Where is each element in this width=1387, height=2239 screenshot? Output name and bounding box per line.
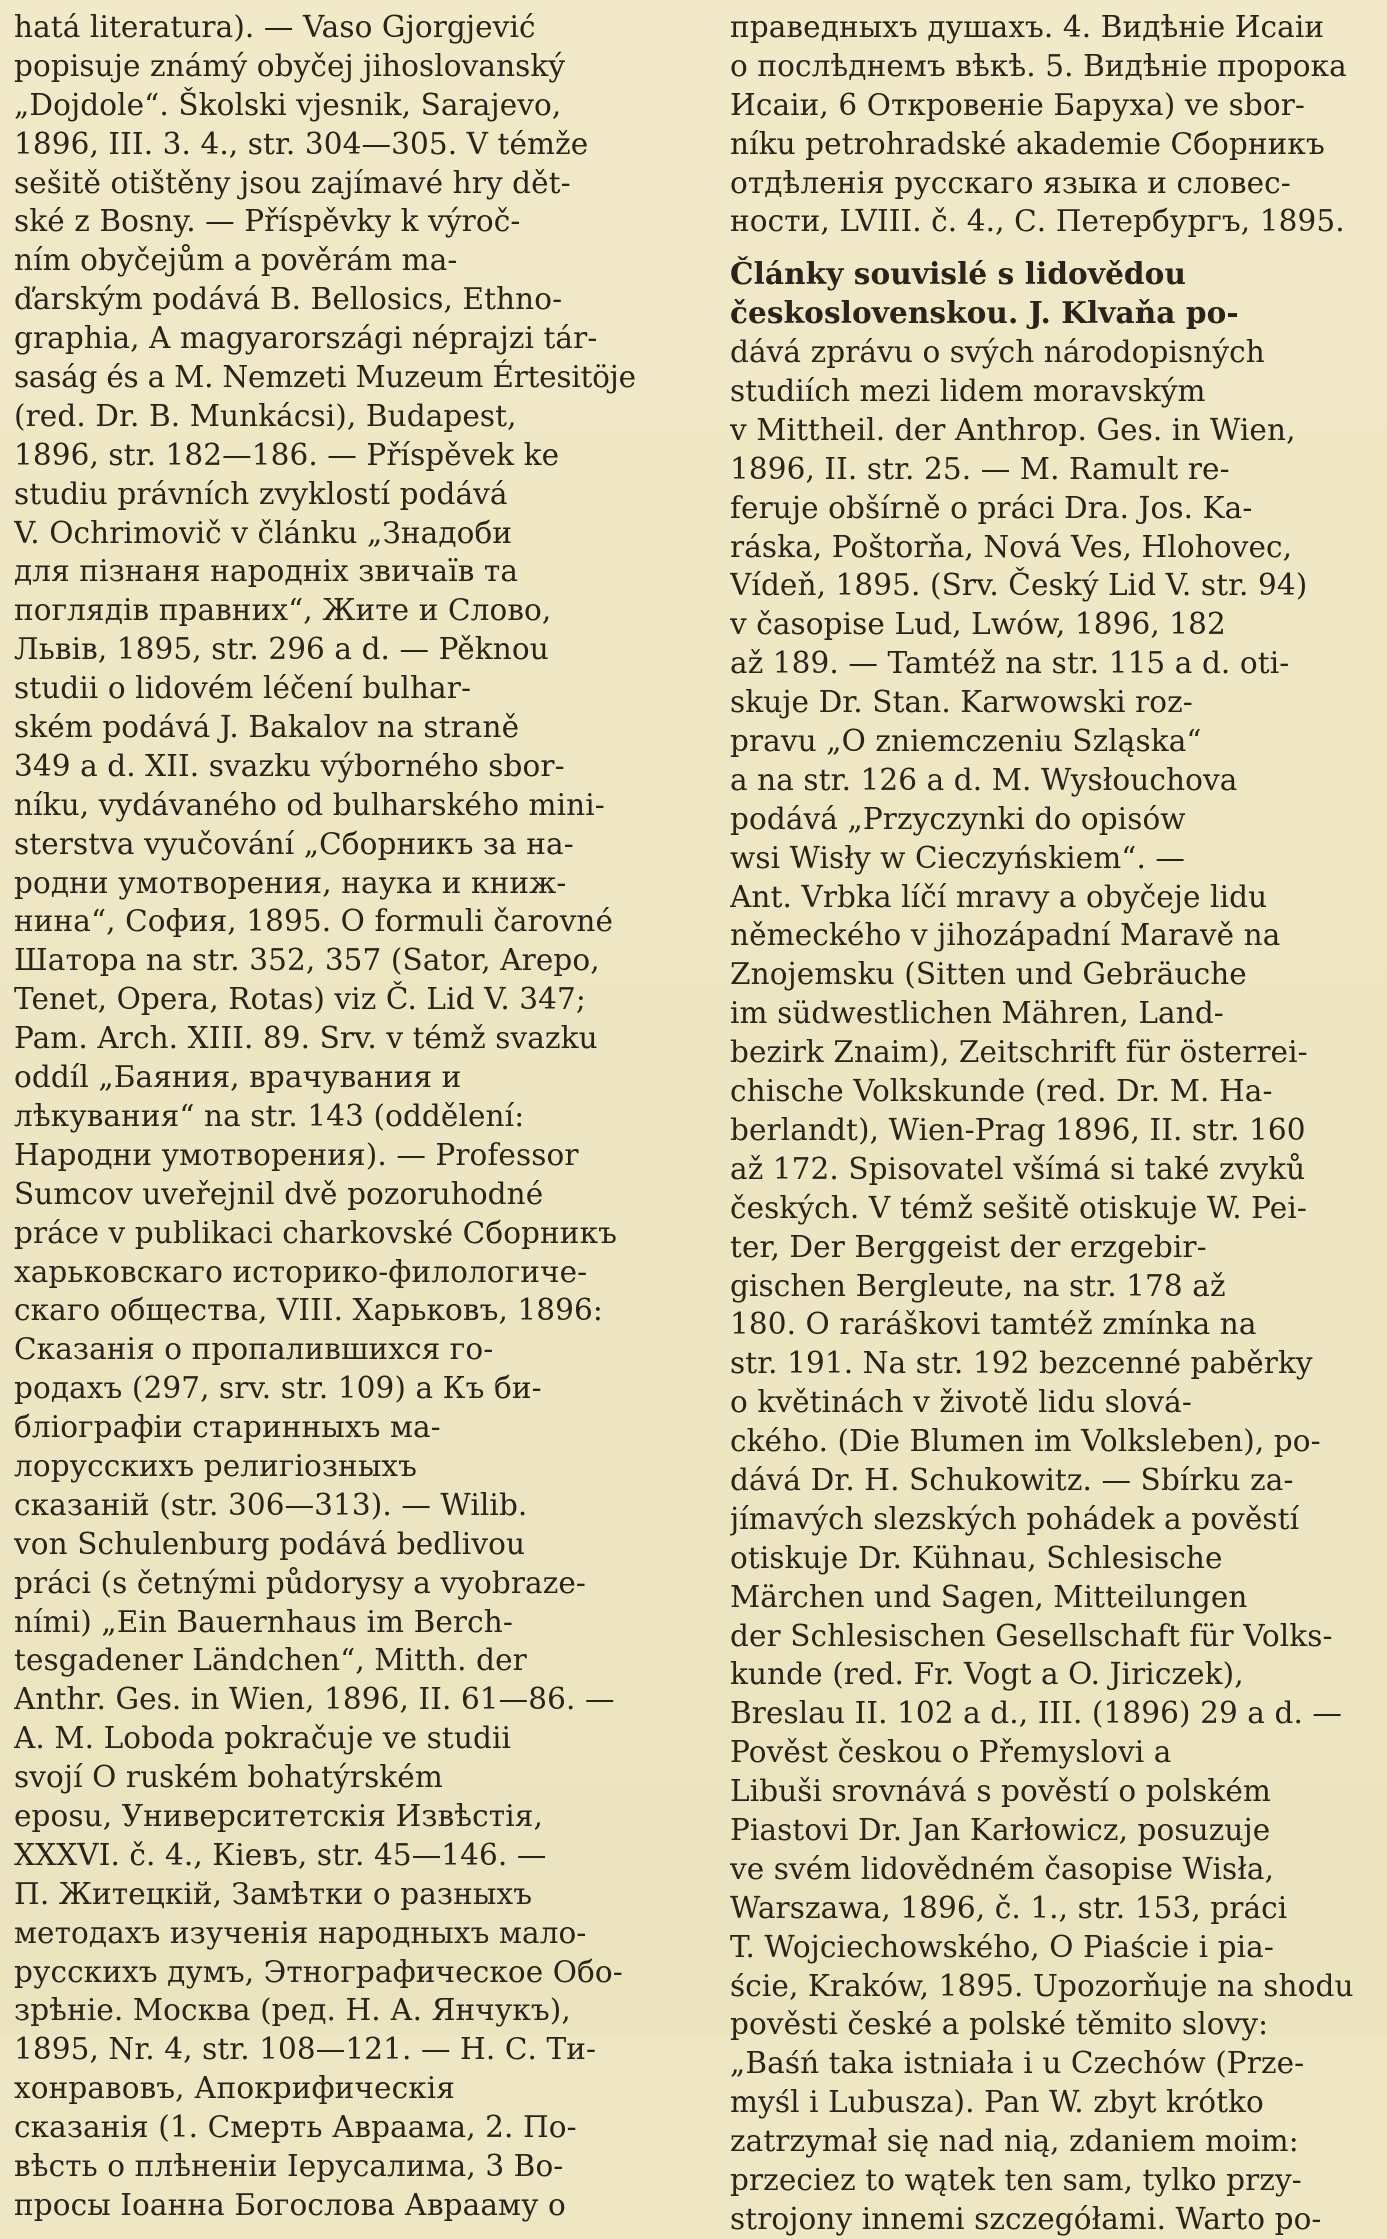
right-column-line-35: 180. O raráškovi tamtéž zmínka na	[730, 1307, 1257, 1342]
right-column-line-44: kunde (red. Fr. Vogt a O. Jiriczek),	[730, 1657, 1244, 1692]
left-column-line-21: níku, vydávaného od bulharského mini-	[14, 787, 605, 822]
right-column-line-24: Ant. Vrbka líčí mravy a obyčeje lidu	[730, 879, 1268, 914]
right-column-line-15: ráska, Poštorňa, Nová Ves, Hlohovec,	[730, 529, 1293, 564]
right-column-line-51: T. Wojciechowského, O Piaście i pia-	[730, 1929, 1274, 1964]
right-column-line-30: berlandt), Wien-Prag 1896, II. str. 160	[730, 1112, 1306, 1147]
left-column-line-24: нина“, София, 1895. O formuli čarovné	[14, 904, 614, 939]
right-column-line-48: Piastovi Dr. Jan Karłowicz, posuzuje	[730, 1812, 1271, 1847]
left-column-line-52: зрѣніе. Москва (ред. Н. А. Янчукъ),	[14, 1993, 571, 2028]
right-column-line-22: podává „Przyczynki do opisów	[730, 801, 1186, 836]
right-column-line-57: przeciez to wątek ten sam, tylko przy-	[730, 2162, 1302, 2197]
right-column-line-25: německého v jihozápadní Maravě na	[730, 918, 1281, 953]
right-column-line-39: dává Dr. H. Schukowitz. — Sbírku za-	[730, 1462, 1294, 1497]
right-column-line-36: str. 191. Na str. 192 bezcenné paběrky	[730, 1346, 1313, 1381]
right-column	[730, 8, 1360, 2239]
left-column-line-39: сказаній (str. 306—313). — Wilib.	[14, 1487, 528, 1522]
left-column-line-16: поглядів правних“, Жите и Слово,	[14, 593, 552, 628]
left-column-line-28: oddíl „Баяния, врачувания и	[14, 1060, 462, 1095]
right-column-line-55: myśl i Lubusza). Pan W. zbyt krótko	[730, 2085, 1264, 2120]
left-column-line-29: лѣкувания“ na str. 143 (oddělení:	[14, 1098, 525, 1133]
right-column-line-50: Warszawa, 1896, č. 1., str. 153, práci	[730, 1890, 1288, 1925]
right-column-line-33: ter, Der Berggeist der erzgebir-	[730, 1229, 1207, 1264]
right-column-line-20: pravu „O zniemczeniu Szląska“	[730, 724, 1202, 759]
right-column-line-46: Pověst českou o Přemyslovi a	[730, 1735, 1172, 1770]
left-column-line-40: von Schulenburg podává bedlivou	[14, 1526, 526, 1561]
right-column-line-10: dává zprávu o svých národopisných	[730, 335, 1265, 370]
left-column-line-18: studii o lidovém léčení bulhar-	[14, 671, 472, 706]
right-column-line-43: der Schlesischen Gesellschaft für Volks-	[730, 1618, 1333, 1653]
left-column-line-7: ním obyčejům a pověrám ma-	[14, 243, 458, 278]
right-column-line-18: až 189. — Tamtéž na str. 115 a d. oti-	[730, 646, 1290, 681]
left-column-line-3: „Dojdole“. Školski vjesnik, Sarajevo,	[14, 87, 562, 122]
right-column-line-54: „Baśń taka istniała i u Czechów (Prze-	[730, 2046, 1305, 2081]
left-column-line-55: сказанія (1. Смерть Авраама, 2. По-	[14, 2110, 577, 2145]
left-column-line-23: родни умотворения, наука и книж-	[14, 865, 567, 900]
right-column-line-23: wsi Wisły w Cieczyńskiem“. —	[730, 840, 1186, 875]
right-column-line-32: českých. V témž sešitě otiskuje W. Pei-	[730, 1190, 1307, 1225]
left-column-line-15: для пізнаня народніх звичаїв та	[14, 554, 519, 589]
right-column-line-7	[730, 241, 1360, 255]
left-column-line-45: A. M. Loboda pokračuje ve studii	[14, 1721, 512, 1756]
left-column-line-27: Pam. Arch. XIII. 89. Srv. v témž svazku	[14, 1021, 598, 1056]
left-column-line-37: бліографіи старинныхъ ма-	[14, 1410, 441, 1445]
left-column-line-9: graphia, A magyarországi néprajzi tár-	[14, 321, 598, 356]
right-column-line-42: Märchen und Sagen, Mitteilungen	[730, 1579, 1248, 1614]
right-column-line-52: ście, Kraków, 1895. Upozorňuje na shodu	[730, 1968, 1354, 2003]
left-column-line-11: (red. Dr. B. Munkácsi), Budapest,	[14, 398, 517, 433]
right-column-line-16: Vídeň, 1895. (Srv. Český Lid V. str. 94)	[730, 568, 1308, 603]
right-column-line-29: chische Volkskunde (red. Dr. M. Ha-	[730, 1074, 1273, 1109]
right-column-line-8: Články souvislé s lidovědou	[730, 256, 1186, 292]
left-column-line-20: 349 a d. XII. svazku výborného sbor-	[14, 748, 565, 783]
right-column-line-11: studiích mezi lidem moravským	[730, 374, 1206, 409]
right-column-line-28: bezirk Znaim), Zeitschrift für österrei-	[730, 1035, 1308, 1070]
right-column-line-27: im südwestlichen Mähren, Land-	[730, 996, 1224, 1031]
right-column-line-56: zatrzymał się nad nią, zdaniem moim:	[730, 2124, 1299, 2159]
right-column-line-53: pověsti české a polské těmito slovy:	[730, 2007, 1269, 2042]
left-column	[14, 8, 640, 2225]
left-column-line-33: харьковскаго историко-филологиче-	[14, 1254, 588, 1289]
left-column-line-44: Anthr. Ges. in Wien, 1896, II. 61—86. —	[14, 1682, 615, 1717]
right-column-line-26: Znojemsku (Sitten und Gebräuche	[730, 957, 1247, 992]
right-column-line-21: a na str. 126 a d. M. Wysłouchova	[730, 762, 1238, 797]
left-column-line-38: лорусскихъ религіозныхъ	[14, 1448, 417, 1483]
right-column-line-14: feruje obšírně o práci Dra. Jos. Ka-	[730, 490, 1253, 525]
left-column-line-56: вѣсть о плѣненіи Іерусалима, 3 Во-	[14, 2148, 564, 2183]
right-column-line-37: o květinách v životě lidu slová-	[730, 1385, 1192, 1420]
right-column-line-58: strojony innemi szczegółami. Warto po-	[730, 2201, 1322, 2236]
right-column-line-19: skuje Dr. Stan. Karwowski roz-	[730, 685, 1193, 720]
right-column-line-9: československou. J. Klvaňa po-	[730, 295, 1239, 331]
left-column-line-17: Львів, 1895, str. 296 a d. — Pěknou	[14, 632, 549, 667]
left-column-line-51: русскихъ думъ, Этнографическое Обо-	[14, 1954, 623, 1989]
left-column-line-5: sešitě otištěny jsou zajímavé hry dět-	[14, 165, 571, 200]
left-column-line-13: studiu právních zvyklostí podává	[14, 476, 508, 511]
left-column-line-6: ské z Bosny. — Příspěvky k výroč-	[14, 204, 521, 239]
left-column-line-10: saság és a M. Nemzeti Muzeum Értesitöje	[14, 360, 636, 395]
right-column-line-13: 1896, II. str. 25. — M. Ramult re-	[730, 451, 1230, 486]
left-column-line-53: 1895, Nr. 4, str. 108—121. — Н. С. Ти-	[14, 2032, 597, 2067]
right-column-line-1: праведныхъ душахъ. 4. Видѣніе Исаіи	[730, 10, 1325, 44]
left-column-line-25: Шатора na str. 352, 357 (Sator, Arepo,	[14, 943, 600, 978]
left-column-line-2: popisuje známý obyčej jihoslovanský	[14, 48, 566, 83]
left-column-line-26: Tenet, Opera, Rotas) viz Č. Lid V. 347;	[14, 982, 586, 1017]
left-column-line-42: ními) „Ein Bauernhaus im Berch-	[14, 1604, 513, 1639]
left-column-line-1: hatá literatura). — Vaso Gjorgjević	[14, 10, 536, 44]
left-column-line-48: XXXVI. č. 4., Кіевъ, str. 45—146. —	[14, 1837, 547, 1872]
right-column-line-49: ve svém lidovědném časopise Wisła,	[730, 1851, 1275, 1886]
right-column-line-17: v časopise Lud, Lwów, 1896, 182	[730, 607, 1226, 642]
right-column-line-6: ности, LVIII. č. 4., С. Петербургъ, 1895.	[730, 204, 1345, 239]
right-column-line-40: jímavých slezských pohádek a pověstí	[730, 1501, 1300, 1536]
right-column-line-3: Исаіи, 6 Откровеніе Баруха) ve sbor-	[730, 87, 1305, 122]
left-column-line-14: V. Ochrimovič v článku „Знадоби	[14, 515, 513, 550]
left-column-line-41: práci (s četnými půdorysy a vyobraze-	[14, 1565, 586, 1600]
left-column-line-32: práce v publikaci charkovské Сборникъ	[14, 1215, 617, 1250]
left-column-line-31: Sumcov uveřejnil dvě pozoruhodné	[14, 1176, 544, 1211]
left-column-line-47: eposu, Университетскія Извѣстія,	[14, 1798, 543, 1833]
right-column-line-45: Breslau II. 102 a d., III. (1896) 29 a d. —	[730, 1696, 1343, 1731]
right-column-line-2: о послѣднемъ вѣкѣ. 5. Видѣніе пророка	[730, 48, 1347, 83]
left-column-line-8: ďarským podává B. Bellosics, Ethno-	[14, 282, 563, 317]
right-column-line-34: gischen Bergleute, na str. 178 až	[730, 1268, 1226, 1303]
right-column-line-5: отдѣленія русскаго языка и словес-	[730, 165, 1291, 200]
left-column-line-43: tesgadener Ländchen“, Mitth. der	[14, 1643, 527, 1678]
left-column-line-36: родахъ (297, srv. str. 109) a Къ би-	[14, 1371, 542, 1406]
left-column-line-4: 1896, III. 3. 4., str. 304—305. V témže	[14, 126, 589, 161]
right-column-line-12: v Mittheil. der Anthrop. Ges. in Wien,	[730, 412, 1296, 447]
left-column-line-34: скаго общества, VIII. Харьковъ, 1896:	[14, 1293, 603, 1328]
right-column-line-4: níku petrohradské akademie Сборникъ	[730, 126, 1325, 161]
right-column-line-38: ckého. (Die Blumen im Volksleben), po-	[730, 1424, 1321, 1459]
left-column-line-35: Сказанія о пропалившихся го-	[14, 1332, 494, 1367]
column-divider	[703, 10, 704, 2025]
left-column-line-30: Народни умотворения). — Professor	[14, 1137, 579, 1172]
left-column-line-12: 1896, str. 182—186. — Příspěvek ke	[14, 437, 560, 472]
right-column-line-47: Libuši srovnává s pověstí o polském	[730, 1774, 1271, 1809]
left-column-line-22: sterstva vyučování „Сборникъ за на-	[14, 826, 574, 861]
left-column-line-54: хонравовъ, Апокрифическія	[14, 2071, 455, 2106]
left-column-line-49: П. Житецкій, Замѣтки о разныхъ	[14, 1876, 533, 1911]
right-column-line-31: až 172. Spisovatel všímá si také zvyků	[730, 1151, 1306, 1186]
left-column-line-46: svojí O ruském bohatýrském	[14, 1760, 443, 1795]
left-column-line-50: методахъ изученія народныхъ мало-	[14, 1915, 587, 1950]
left-column-line-19: ském podává J. Bakalov na straně	[14, 710, 520, 745]
left-column-line-57: просы Іоанна Богослова Аврааму о	[14, 2187, 566, 2222]
right-column-line-41: otiskuje Dr. Kühnau, Schlesische	[730, 1540, 1223, 1575]
